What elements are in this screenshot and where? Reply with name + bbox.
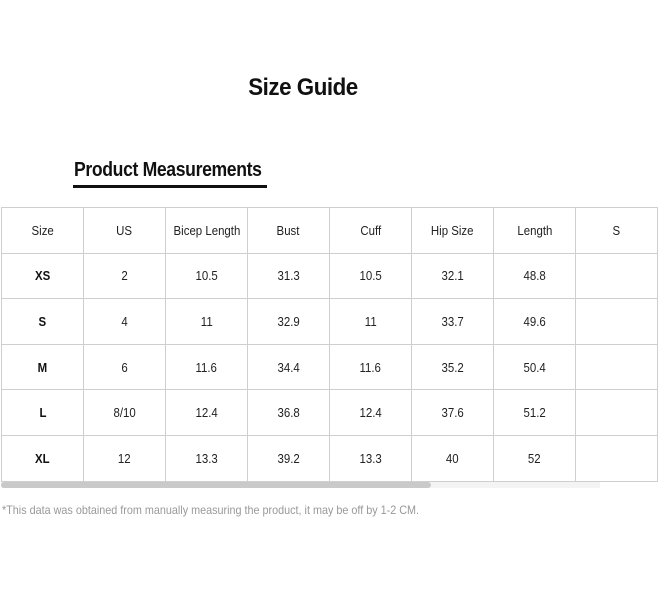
cell-value: 49.6 <box>523 313 546 329</box>
table-cell <box>494 435 576 481</box>
header-label: Bust <box>277 222 300 238</box>
table-row <box>2 299 658 345</box>
cell-value: 32.9 <box>277 313 300 329</box>
table-cell <box>330 253 412 299</box>
page-title: Size Guide <box>248 74 358 101</box>
cell-value: 39.2 <box>277 450 300 466</box>
cell-value: 37.6 <box>441 405 464 421</box>
table-cell <box>576 435 658 481</box>
cell-value: 4 <box>121 313 128 329</box>
cell-value: 11 <box>200 313 213 329</box>
table-row <box>2 435 658 481</box>
table-cell <box>166 390 248 436</box>
table-cell <box>166 435 248 481</box>
table-cell <box>248 344 330 390</box>
cell-value: 36.8 <box>277 405 300 421</box>
table-cell <box>330 299 412 345</box>
table-size-cell <box>2 253 84 299</box>
table-cell <box>166 344 248 390</box>
cell-value: 12.4 <box>359 405 382 421</box>
cell-value: 31.3 <box>277 268 300 284</box>
table-cell <box>576 253 658 299</box>
cell-value: 35.2 <box>441 359 464 375</box>
cell-value: 11.6 <box>195 359 218 375</box>
table-row <box>2 390 658 436</box>
table-cell <box>84 253 166 299</box>
table-cell <box>166 299 248 345</box>
table-cell <box>412 390 494 436</box>
table-size-cell <box>2 390 84 436</box>
cell-value: M <box>37 359 48 375</box>
measurements-table-viewport[interactable] <box>1 207 621 481</box>
table-header-cell <box>166 208 248 254</box>
table-cell <box>84 344 166 390</box>
table-cell <box>494 344 576 390</box>
cell-value: 12.4 <box>195 405 218 421</box>
cell-value: 8/10 <box>113 405 136 421</box>
header-label: Bicep Length <box>173 222 240 238</box>
cell-value: 33.7 <box>441 313 464 329</box>
cell-value: 11.6 <box>359 359 382 375</box>
header-label: Cuff <box>360 222 381 238</box>
cell-value: 13.3 <box>359 450 382 466</box>
header-label: Hip Size <box>431 222 474 238</box>
table-cell <box>330 435 412 481</box>
table-cell <box>412 435 494 481</box>
table-cell <box>248 253 330 299</box>
section-title: Product Measurements <box>74 159 262 181</box>
cell-value: 11 <box>364 313 377 329</box>
table-cell <box>84 390 166 436</box>
table-cell <box>494 253 576 299</box>
cell-value: L <box>38 405 46 421</box>
table-cell <box>166 253 248 299</box>
table-header-cell <box>412 208 494 254</box>
cell-value: 10.5 <box>195 268 218 284</box>
table-header-cell <box>494 208 576 254</box>
header-label: Length <box>516 222 552 238</box>
cell-value: 6 <box>121 359 128 375</box>
table-header-cell <box>330 208 412 254</box>
table-header-cell <box>248 208 330 254</box>
measurement-disclaimer: *This data was obtained from manually measuring the product, it may be off by 1-2 CM. <box>2 503 420 517</box>
table-cell <box>248 390 330 436</box>
header-label: Size <box>31 222 54 238</box>
table-cell <box>576 390 658 436</box>
cell-value: 32.1 <box>441 268 464 284</box>
table-cell <box>84 299 166 345</box>
cell-value: 51.2 <box>523 405 546 421</box>
cell-value: 52 <box>528 450 541 466</box>
table-cell <box>412 344 494 390</box>
table-cell <box>330 344 412 390</box>
table-cell <box>576 344 658 390</box>
cell-value: 2 <box>121 268 128 284</box>
cell-value: 40 <box>446 450 459 466</box>
header-label: S <box>612 222 621 238</box>
table-cell <box>576 299 658 345</box>
table-cell <box>248 299 330 345</box>
table-cell <box>412 299 494 345</box>
table-cell <box>494 390 576 436</box>
measurements-table <box>1 207 658 482</box>
cell-value: 12 <box>118 450 131 466</box>
cell-value: XS <box>34 268 51 284</box>
cell-value: 13.3 <box>195 450 218 466</box>
table-size-cell <box>2 299 84 345</box>
table-cell <box>412 253 494 299</box>
table-cell <box>248 435 330 481</box>
table-header-cell <box>84 208 166 254</box>
table-row <box>2 344 658 390</box>
table-cell <box>84 435 166 481</box>
cell-value: 10.5 <box>359 268 382 284</box>
table-size-cell <box>2 344 84 390</box>
header-label: US <box>116 222 133 238</box>
section-title-underline <box>73 185 267 188</box>
cell-value: S <box>38 313 47 329</box>
table-cell <box>494 299 576 345</box>
table-header-row <box>2 208 658 254</box>
cell-value: 34.4 <box>277 359 300 375</box>
scrollbar-thumb[interactable] <box>1 482 431 488</box>
horizontal-scrollbar[interactable] <box>1 482 600 488</box>
table-size-cell <box>2 435 84 481</box>
cell-value: 48.8 <box>523 268 546 284</box>
cell-value: 50.4 <box>523 359 546 375</box>
cell-value: XL <box>35 450 50 466</box>
table-header-cell <box>2 208 84 254</box>
table-row <box>2 253 658 299</box>
table-cell <box>330 390 412 436</box>
table-header-cell <box>576 208 658 254</box>
